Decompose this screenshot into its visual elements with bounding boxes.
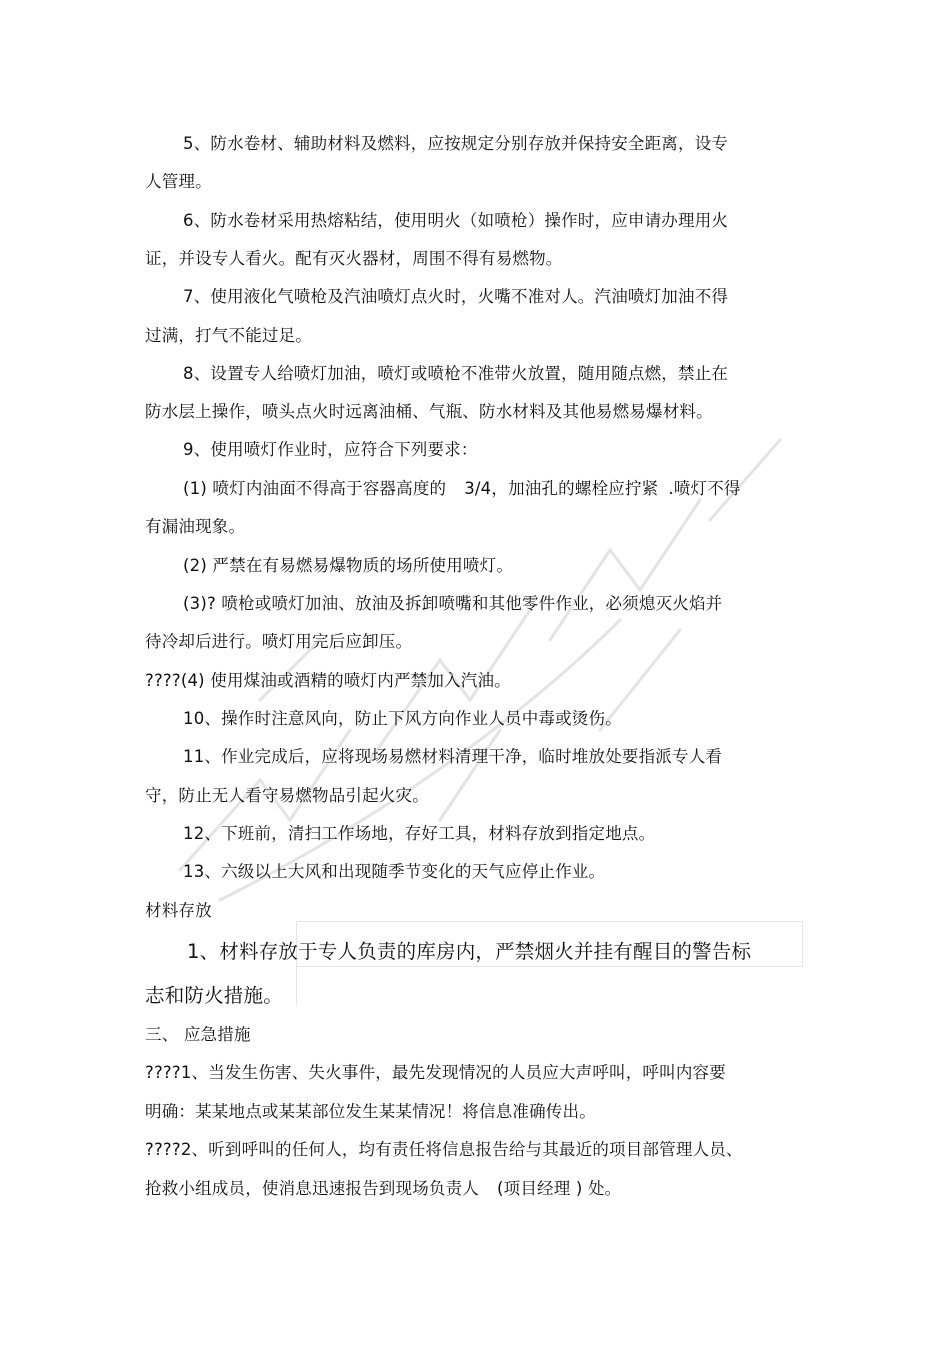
paragraph-line: 明确：某某地点或某某部位发生某某情况！将信息准确传出。: [145, 1102, 596, 1121]
text-segment: .喷灯不得: [668, 479, 741, 498]
paragraph-line: (2) 严禁在有易燃易爆物质的场所使用喷灯。: [183, 556, 514, 575]
text-segment: 3/4，加油孔的螺栓应拧紧: [464, 479, 659, 498]
paragraph-line: ????2、听到呼叫的任何人，均有责任将信息报告给与其最近的项目部管理人员、: [145, 1140, 743, 1159]
paragraph-line: ????(4) 使用煤油或酒精的喷灯内严禁加入汽油。: [145, 671, 511, 690]
text-segment: 抢救小组成员，使消息迅速报告到现场负责人: [145, 1179, 479, 1198]
paragraph-line: 待冷却后进行。喷灯用完后应卸压。: [145, 632, 413, 651]
paragraph-line: 5、防水卷材、辅助材料及燃料，应按规定分别存放并保持安全距离，设专: [183, 134, 729, 153]
paragraph-line: ????1、当发生伤害、失火事件，最先发现情况的人员应大声呼叫，呼叫内容要: [145, 1063, 726, 1082]
paragraph-line: 13、六级以上大风和出现随季节变化的天气应停止作业。: [183, 862, 606, 881]
paragraph-line: 志和防火措施。: [145, 984, 283, 1007]
text-segment: (1) 喷灯内油面不得高于容器高度的: [183, 479, 447, 498]
paragraph-line: 过满，打气不能过足。: [145, 326, 312, 345]
paragraph-line: 11、作业完成后，应将现场易燃材料清理干净，临时堆放处要指派专人看: [183, 747, 723, 766]
paragraph-line: 8、设置专人给喷灯加油，喷灯或喷枪不准带火放置，随用随点燃，禁止在: [183, 364, 729, 383]
paragraph-line: 守，防止无人看守易燃物品引起火灾。: [145, 786, 429, 805]
section-heading: 材料存放: [145, 901, 212, 920]
paragraph-line: 证，并设专人看火。配有灭火器材，周围不得有易燃物。: [145, 249, 563, 268]
paragraph-line: 10、操作时注意风向，防止下风方向作业人员中毒或烫伤。: [183, 709, 622, 728]
paragraph-line: [183, 479, 741, 499]
paragraph-line: 人管理。: [145, 172, 212, 191]
paragraph-line: 12、下班前，清扫工作场地，存好工具，材料存放到指定地点。: [183, 824, 656, 843]
paragraph-line: 7、使用液化气喷枪及汽油喷灯点火时，火嘴不准对人。汽油喷灯加油不得: [183, 287, 729, 306]
paragraph-line: 1、材料存放于专人负责的库房内，严禁烟火并挂有醒目的警告标: [187, 940, 752, 963]
text-segment: (项目经理 ) 处。: [497, 1179, 622, 1198]
paragraph-line: (3)? 喷枪或喷灯加油、放油及拆卸喷嘴和其他零件作业，必须熄灭火焰并: [183, 594, 723, 613]
section-heading: 三、 应急措施: [145, 1025, 251, 1044]
paragraph-line: 有漏油现象。: [145, 517, 246, 536]
paragraph-line: 9、使用喷灯作业时，应符合下列要求：: [183, 440, 478, 459]
paragraph-line: 6、防水卷材采用热熔粘结，使用明火（如喷枪）操作时，应申请办理用火: [183, 211, 729, 230]
paragraph-line: [145, 1179, 621, 1199]
paragraph-line: 防水层上操作，喷头点火时远离油桶、气瓶、防水材料及其他易燃易爆材料。: [145, 402, 713, 421]
